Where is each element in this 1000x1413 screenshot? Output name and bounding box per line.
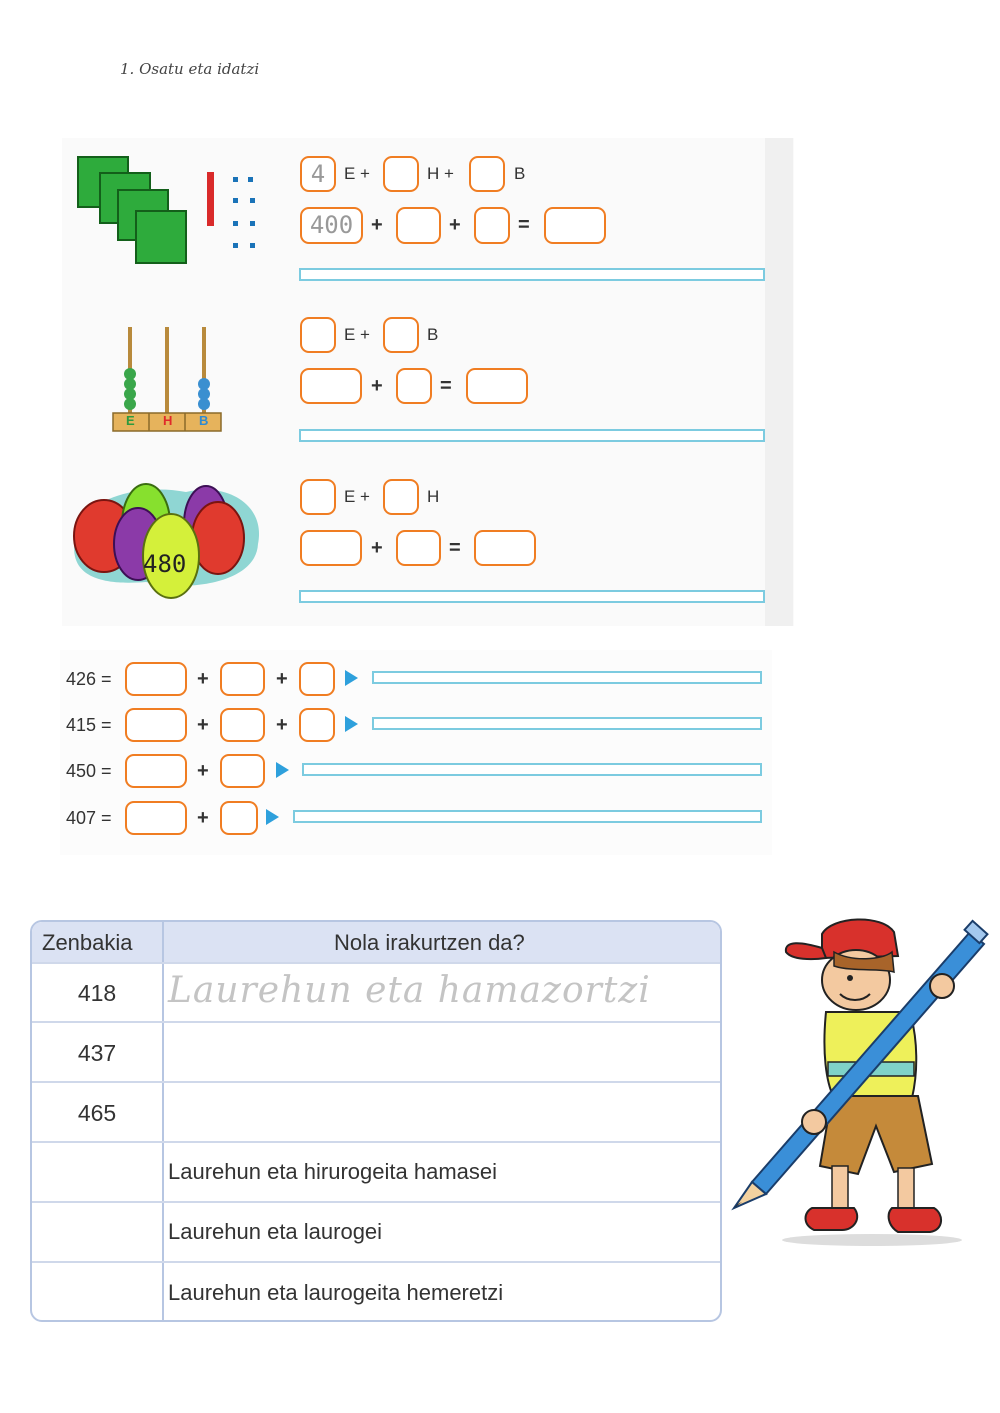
row-divider [32, 1021, 720, 1023]
abacus-label-e: E [126, 413, 135, 428]
panel-edge [765, 138, 793, 626]
hundreds-input[interactable] [125, 708, 187, 742]
label-h: H + [427, 164, 454, 183]
tens-value-input[interactable] [396, 207, 441, 244]
table-cell-number: 437 [77, 1040, 117, 1066]
balloons-image [66, 474, 266, 602]
number-label: 450 = [66, 761, 112, 781]
header-text: Nola irakurtzen da? [334, 930, 525, 955]
write-answer-line[interactable] [299, 429, 765, 442]
equals-sign: = [440, 375, 452, 397]
exercise-title: 1. Osatu eta idatzi [120, 60, 260, 78]
ones-value-input[interactable] [396, 368, 432, 404]
header-number: Zenbakia [42, 930, 133, 955]
arrow-icon [266, 809, 279, 825]
hundreds-input-filled[interactable]: 4 [300, 156, 336, 192]
ones-input[interactable] [299, 662, 335, 696]
number-answer-input[interactable] [36, 1264, 160, 1319]
tens-input[interactable] [383, 156, 419, 192]
table-cell-text: Laurehun eta hirurogeita hamasei [168, 1159, 498, 1184]
tens-input[interactable] [220, 662, 265, 696]
tens-input[interactable] [220, 708, 265, 742]
ones-value-input[interactable] [474, 207, 510, 244]
number-label: 426 = [66, 669, 112, 689]
number-label: 407 = [66, 808, 112, 828]
plus-sign: + [371, 375, 383, 397]
write-answer-line[interactable] [372, 671, 762, 684]
tens-value-input[interactable] [396, 530, 441, 566]
hundreds-value-filled[interactable]: 400 [300, 207, 363, 244]
hundreds-value-input[interactable] [300, 368, 362, 404]
arrow-icon [276, 762, 289, 778]
plus-sign: + [276, 714, 288, 736]
tens-input[interactable] [220, 754, 265, 788]
table-cell-example-text: Laurehun eta hamazortzi [168, 970, 651, 1011]
number-answer-input[interactable] [36, 1144, 160, 1199]
abacus-label-b: B [199, 413, 209, 428]
total-input[interactable] [544, 207, 606, 244]
ones-input[interactable] [383, 317, 419, 353]
arrow-icon [345, 716, 358, 732]
label-e: E + [344, 325, 370, 344]
plus-sign: + [371, 537, 383, 559]
boy-with-pencil-illustration [722, 912, 992, 1252]
number-label: 415 = [66, 715, 112, 735]
total-input[interactable] [466, 368, 528, 404]
balloon-number: 480 [143, 550, 187, 578]
row-divider [32, 1081, 720, 1083]
label-e: E + [344, 487, 370, 506]
label-e: E + [344, 164, 370, 183]
text-answer-input[interactable] [166, 1084, 716, 1139]
plus-sign: + [197, 714, 209, 736]
write-answer-line[interactable] [299, 590, 765, 603]
row-divider [32, 1141, 720, 1143]
table-cell-text: Laurehun eta laurogeita hemeretzi [168, 1280, 504, 1305]
equals-sign: = [518, 214, 530, 236]
hundreds-input[interactable] [300, 479, 336, 515]
ones-input[interactable] [469, 156, 505, 192]
label-b: B [514, 164, 526, 183]
plus-sign: + [197, 668, 209, 690]
label-b: B [427, 325, 439, 344]
number-words-table [30, 920, 722, 1322]
row-divider [32, 1261, 720, 1263]
hundreds-value-input[interactable] [300, 530, 362, 566]
write-answer-line[interactable] [293, 810, 762, 823]
write-answer-line[interactable] [299, 268, 765, 281]
text-answer-input[interactable] [166, 1024, 716, 1079]
tens-input[interactable] [383, 479, 419, 515]
hundreds-input[interactable] [300, 317, 336, 353]
arrow-icon [345, 670, 358, 686]
plus-sign: + [276, 668, 288, 690]
base-ten-blocks-image [70, 150, 270, 270]
hundreds-input[interactable] [125, 662, 187, 696]
plus-sign: + [197, 807, 209, 829]
write-answer-line[interactable] [302, 763, 762, 776]
plus-sign: + [371, 214, 383, 236]
table-cell-text: Laurehun eta laurogei [168, 1219, 383, 1244]
table-cell-number: 418 [77, 980, 117, 1006]
ones-input[interactable] [220, 801, 258, 835]
table-cell-number: 465 [77, 1100, 117, 1126]
abacus-label-h: H [163, 413, 173, 428]
ones-input[interactable] [299, 708, 335, 742]
hundreds-input[interactable] [125, 754, 187, 788]
label-h: H [427, 487, 440, 506]
plus-sign: + [197, 760, 209, 782]
row-divider [32, 962, 720, 964]
write-answer-line[interactable] [372, 717, 762, 730]
hundreds-input[interactable] [125, 801, 187, 835]
row-divider [32, 1201, 720, 1203]
total-input[interactable] [474, 530, 536, 566]
number-answer-input[interactable] [36, 1204, 160, 1259]
equals-sign: = [449, 537, 461, 559]
plus-sign: + [449, 214, 461, 236]
